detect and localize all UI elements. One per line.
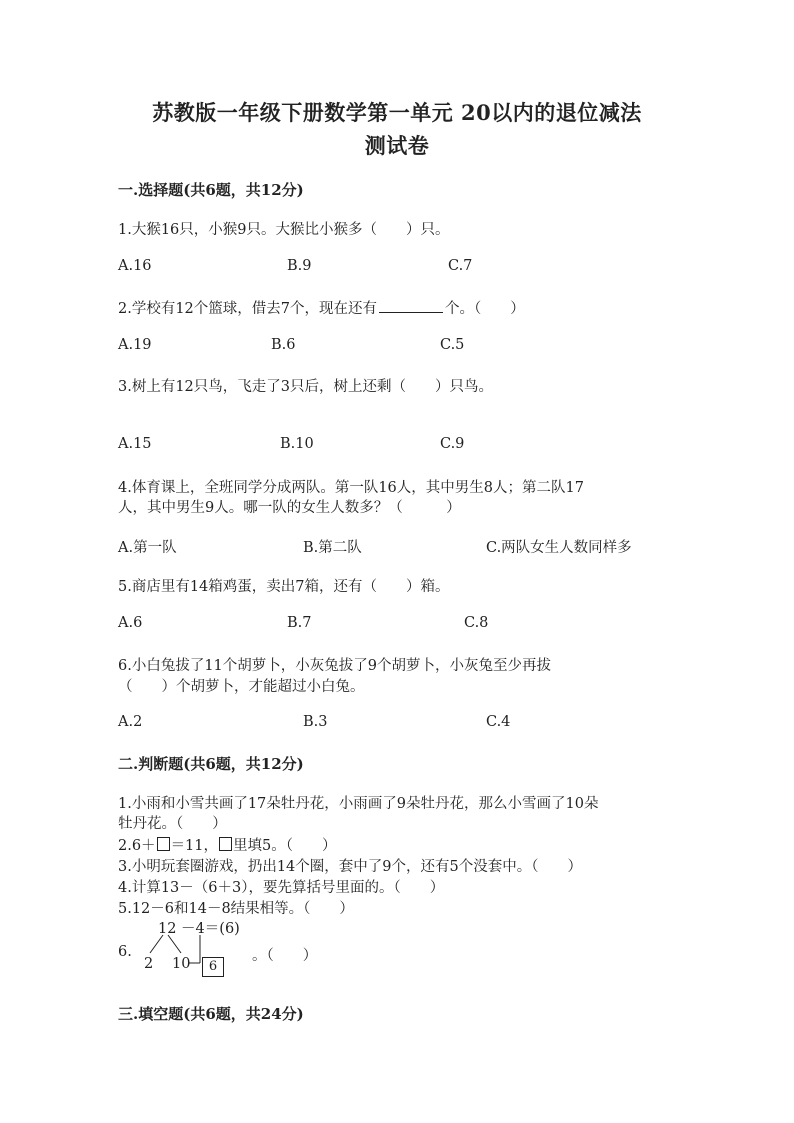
- question-2-text-b: 个。（ ）: [445, 301, 525, 317]
- section-heading-fill: 三.填空题(共6题，共24分): [118, 1005, 304, 1023]
- judge-2-text-c: 里填5。（ ）: [233, 838, 337, 854]
- section-heading-choice: 一.选择题(共6题，共12分): [118, 181, 304, 199]
- option-2a: A.19: [118, 337, 152, 353]
- answer-blank: [379, 298, 443, 313]
- question-2: [118, 297, 525, 318]
- question-3: 3.树上有12只鸟，飞走了3只后，树上还剩（ ）只鸟。: [118, 379, 494, 395]
- page-title: 苏教版一年级下册数学第一单元 20以内的退位减法: [152, 100, 642, 125]
- option-4b: B.第二队: [303, 540, 362, 556]
- judge-6-suffix: 。（ ）: [252, 948, 318, 964]
- page-subtitle: 测试卷: [364, 133, 430, 158]
- question-4-line-1: 4.体育课上，全班同学分成两队。第一队16人，其中男生8人；第二队17: [118, 480, 584, 496]
- option-2b: B.6: [271, 337, 296, 353]
- judge-2: [118, 834, 337, 855]
- judge-4: 4.计算13－（6＋3），要先算括号里面的。（ ）: [118, 880, 445, 896]
- judge-5: 5.12－6和14－8结果相等。（ ）: [118, 901, 354, 917]
- option-4a: A.第一队: [118, 540, 177, 556]
- section-heading-judge: 二.判断题(共6题，共12分): [118, 755, 304, 773]
- option-3b: B.10: [280, 436, 314, 452]
- empty-box-icon: [219, 837, 232, 851]
- option-1a: A.16: [118, 258, 152, 274]
- option-6a: A.2: [118, 714, 143, 730]
- empty-box-icon: [157, 837, 170, 851]
- judge-6-number: 6.: [118, 944, 132, 960]
- option-3a: A.15: [118, 436, 152, 452]
- question-6-line-2: （ ）个胡萝卜，才能超过小白兔。: [118, 679, 365, 695]
- judge-6-diagram: [118, 917, 348, 979]
- option-5b: B.7: [287, 615, 312, 631]
- judge-6-expression: 12 －4＝(6): [158, 921, 240, 937]
- option-1c: C.7: [448, 258, 473, 274]
- judge-1-line-2: 牡丹花。（ ）: [118, 816, 227, 832]
- option-6b: B.3: [303, 714, 328, 730]
- result-box: 6: [202, 957, 224, 977]
- option-6c: C.4: [486, 714, 511, 730]
- judge-2-text-a: 2.6＋: [118, 838, 156, 854]
- question-2-text-a: 2.学校有12个篮球，借去7个，现在还有: [118, 301, 378, 317]
- question-6-line-1: 6.小白兔拔了11个胡萝卜，小灰兔拔了9个胡萝卜，小灰兔至少再拔: [118, 658, 552, 674]
- option-2c: C.5: [440, 337, 465, 353]
- option-5c: C.8: [464, 615, 489, 631]
- question-4-line-2: 人，其中男生9人。哪一队的女生人数多？（ ）: [118, 500, 461, 516]
- option-3c: C.9: [440, 436, 465, 452]
- option-4c: C.两队女生人数同样多: [486, 540, 632, 556]
- option-1b: B.9: [287, 258, 312, 274]
- question-5: 5.商店里有14箱鸡蛋，卖出7箱，还有（ ）箱。: [118, 579, 450, 595]
- judge-2-text-b: ＝11，: [170, 838, 219, 854]
- judge-1-line-1: 1.小雨和小雪共画了17朵牡丹花，小雨画了9朵牡丹花，那么小雪画了10朵: [118, 796, 599, 812]
- question-1: 1.大猴16只，小猴9只。大猴比小猴多（ ）只。: [118, 222, 450, 238]
- split-left-value: 2: [144, 956, 154, 972]
- option-5a: A.6: [118, 615, 143, 631]
- judge-3: 3.小明玩套圈游戏，扔出14个圈，套中了9个，还有5个没套中。（ ）: [118, 859, 582, 875]
- split-right-value: 10: [172, 956, 191, 972]
